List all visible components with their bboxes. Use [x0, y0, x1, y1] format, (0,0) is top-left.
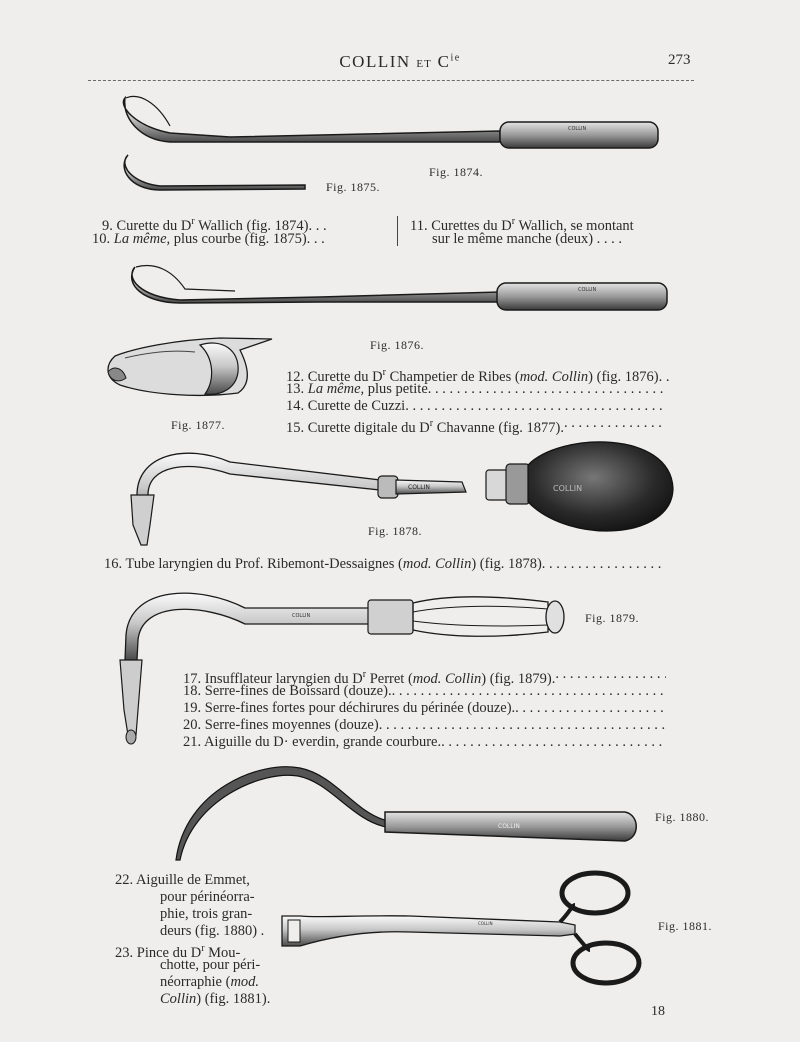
- item-21: 21. Aiguille du D· everdin, grande courbure. . . .: [183, 734, 666, 751]
- fig1878-tube-stamp: COLLIN: [408, 484, 430, 491]
- caption-fig1875: Fig. 1875.: [326, 180, 381, 194]
- fig1874-stamp: COLLIN: [568, 126, 587, 132]
- caption-fig1881: Fig. 1881.: [658, 919, 713, 933]
- fig1875-curette-illustration: [124, 155, 305, 190]
- header-cie-sup: ie: [450, 52, 461, 64]
- item-11-brace: [397, 216, 404, 246]
- item-14: 14. Curette de Cuzzi . . .: [286, 398, 664, 415]
- page-number: 273: [668, 52, 691, 68]
- item-23-line2: chotte, pour péri-: [160, 957, 261, 973]
- fig1878-bulb-stamp: COLLIN: [553, 484, 583, 493]
- fig1880-needle-illustration: [176, 767, 636, 860]
- fig1881-stamp: COLLIN: [478, 921, 493, 926]
- item-23-line1: 23. Pince du $D^r$ Mou-: [115, 943, 241, 961]
- item-19: 19. Serre-fines fortes pour déchirures du périnée (douze). . . .: [183, 700, 666, 717]
- caption-fig1879: Fig. 1879.: [585, 611, 640, 625]
- caption-fig1874: Fig. 1874.: [429, 165, 484, 179]
- item-23-line3: néorraphie (mod.: [160, 974, 260, 990]
- item-22-line2: pour périnéorra-: [160, 889, 255, 905]
- item-11-line2: sur le même manche (deux) . . . .: [432, 231, 623, 247]
- item-23-line4: Collin) (fig. 1881).: [160, 991, 271, 1007]
- header-et: ET: [416, 58, 432, 70]
- item-22-line4: deurs (fig. 1880) .: [160, 923, 265, 939]
- item-13: 13. La même, plus petite . . .: [286, 381, 664, 398]
- fig1879-stamp: COLLIN: [292, 613, 311, 619]
- caption-fig1878: Fig. 1878.: [368, 524, 423, 538]
- item-9: 9. Curette du $D^r$ Wallich (fig. 1874). . .: [102, 216, 327, 234]
- item-15: 15. Curette digitale du $D^r$ Chavanne (fig. 1877). . . .: [286, 415, 664, 437]
- item-20: 20. Serre-fines moyennes (douze) . . .: [183, 717, 666, 734]
- item-12: 12. Curette du $D^r$ Champetier de Ribes (mod. Collin) (fig. 1876). .: [286, 367, 670, 385]
- caption-fig1876: Fig. 1876.: [370, 338, 425, 352]
- fig1876-stamp: COLLIN: [578, 287, 597, 293]
- signature-mark: 18: [651, 1004, 665, 1019]
- fig1881-forceps-illustration: [282, 873, 639, 983]
- item-18: 18. Serre-fines de Boissard (douze). . . .: [183, 683, 666, 700]
- item-22-line1: 22. Aiguille de Emmet,: [115, 872, 250, 888]
- header-cie: C: [437, 52, 451, 71]
- fig1876-curette-illustration: [132, 266, 667, 310]
- fig1874-curette-illustration: [123, 96, 658, 148]
- caption-fig1877: Fig. 1877.: [171, 418, 226, 432]
- header-collin: COLLIN: [339, 52, 411, 71]
- item-11: 11. Curettes du $D^r$ Wallich, se montant: [410, 216, 634, 234]
- fig1880-stamp: COLLIN: [498, 823, 520, 830]
- item-10: 10. La même, plus courbe (fig. 1875). . .: [92, 231, 325, 247]
- item-22-line3: phie, trois gran-: [160, 906, 253, 922]
- item-16: 16. Tube laryngien du Prof. Ribemont-Dessaignes (mod. Collin) (fig. 1878) . . .: [104, 556, 666, 573]
- caption-fig1880: Fig. 1880.: [655, 810, 710, 824]
- item-17: 17. Insufflateur laryngien du $D^r$ Perret (mod. Collin) (fig. 1879). . . .: [183, 666, 666, 688]
- fig1877-finger-curette-illustration: [108, 338, 272, 395]
